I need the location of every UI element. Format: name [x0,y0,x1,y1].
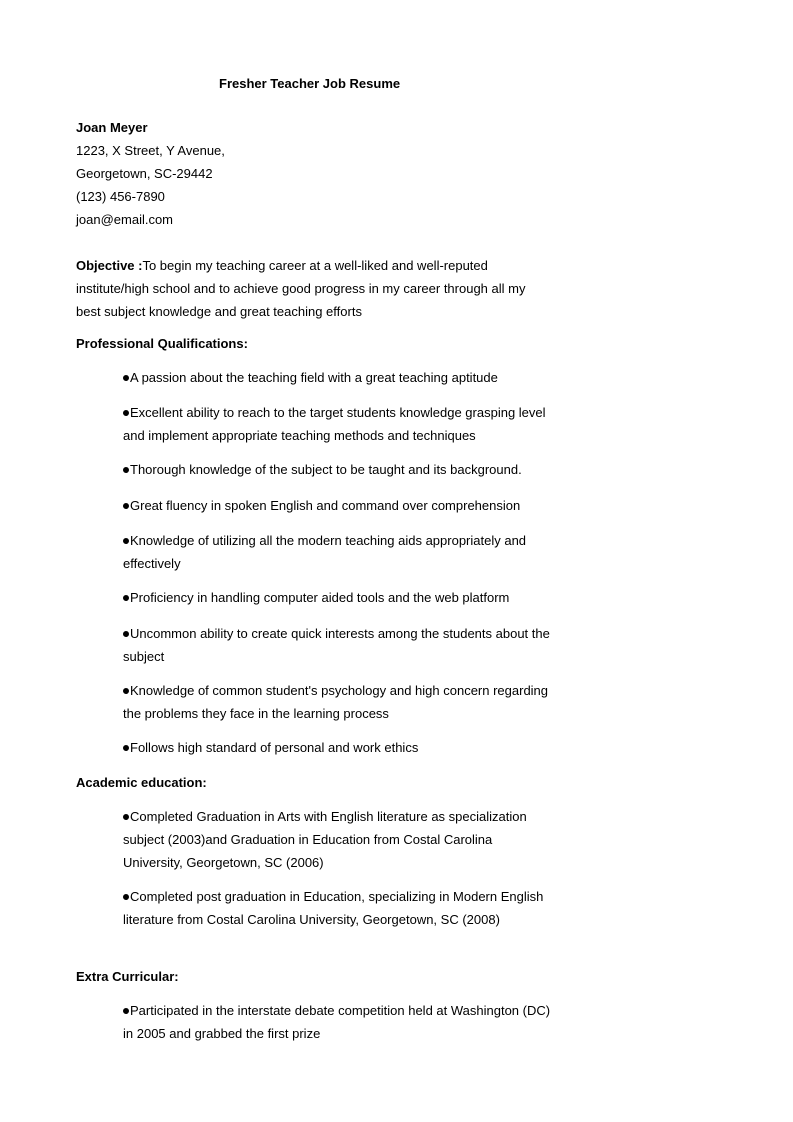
professional-qualifications-heading: Professional Qualifications: [76,336,248,351]
extra-curricular-text: Participated in the interstate debate competition held at Washington (DC) in 2005 and grabbed the first prize [123,1003,551,1041]
qualification-text: Proficiency in handling computer aided tools and the web platform [130,590,510,605]
qualification-item [123,366,553,389]
qualification-item [123,458,553,481]
extra-curricular-item [123,999,553,1045]
qualification-text: Great fluency in spoken English and command over comprehension [130,498,521,513]
bullet-icon [123,503,129,509]
bullet-icon [123,375,129,381]
education-item [123,885,553,931]
qualification-item [123,529,553,575]
education-item [123,805,553,874]
bullet-icon [123,894,129,900]
bullet-icon [123,595,129,601]
email-address: joan@email.com [76,212,174,227]
contact-block [76,116,225,231]
qualification-text: Follows high standard of personal and work ethics [130,740,419,755]
objective-text: To begin my teaching career at a well-liked and well-reputed institute/high school and to achieve good progress in my career through all my best subject knowledge and great teaching efforts [76,258,526,319]
bullet-icon [123,631,129,637]
bullet-icon [123,1008,129,1014]
academic-education-heading: Academic education: [76,775,207,790]
qualification-text: Knowledge of common student's psychology and high concern regarding the problems they face in the learning process [123,683,549,721]
qualification-text: Knowledge of utilizing all the modern teaching aids appropriately and effectively [123,533,527,571]
address-line-2: Georgetown, SC-29442 [76,166,213,181]
qualification-item [123,586,553,609]
qualification-text: A passion about the teaching field with a great teaching aptitude [130,370,498,385]
objective-label: Objective : [76,258,143,273]
address-line-1: 1223, X Street, Y Avenue, [76,143,225,158]
bullet-icon [123,814,129,820]
phone-number: (123) 456-7890 [76,189,165,204]
qualification-text: Uncommon ability to create quick interests among the students about the subject [123,626,550,664]
bullet-icon [123,688,129,694]
qualification-text: Thorough knowledge of the subject to be taught and its background. [130,462,522,477]
qualification-text: Excellent ability to reach to the target students knowledge grasping level and implement appropriate teaching methods and techniques [123,405,546,443]
qualification-item [123,401,553,447]
bullet-icon [123,467,129,473]
candidate-name: Joan Meyer [76,120,148,135]
objective-paragraph [76,254,546,323]
qualification-item [123,494,553,517]
document-title: Fresher Teacher Job Resume [219,76,401,91]
bullet-icon [123,410,129,416]
qualification-item [123,679,553,725]
qualification-item [123,736,553,759]
bullet-icon [123,538,129,544]
qualification-item [123,622,553,668]
bullet-icon [123,745,129,751]
education-text: Completed post graduation in Education, specializing in Modern English literature from Costal Carolina University, Georgetown, SC (2008) [123,889,544,927]
education-text: Completed Graduation in Arts with English literature as specialization subject (2003)and Graduation in Education from Costal Carolina University, Georgetown, SC (2006) [123,809,527,870]
extra-curricular-heading: Extra Curricular: [76,969,179,984]
